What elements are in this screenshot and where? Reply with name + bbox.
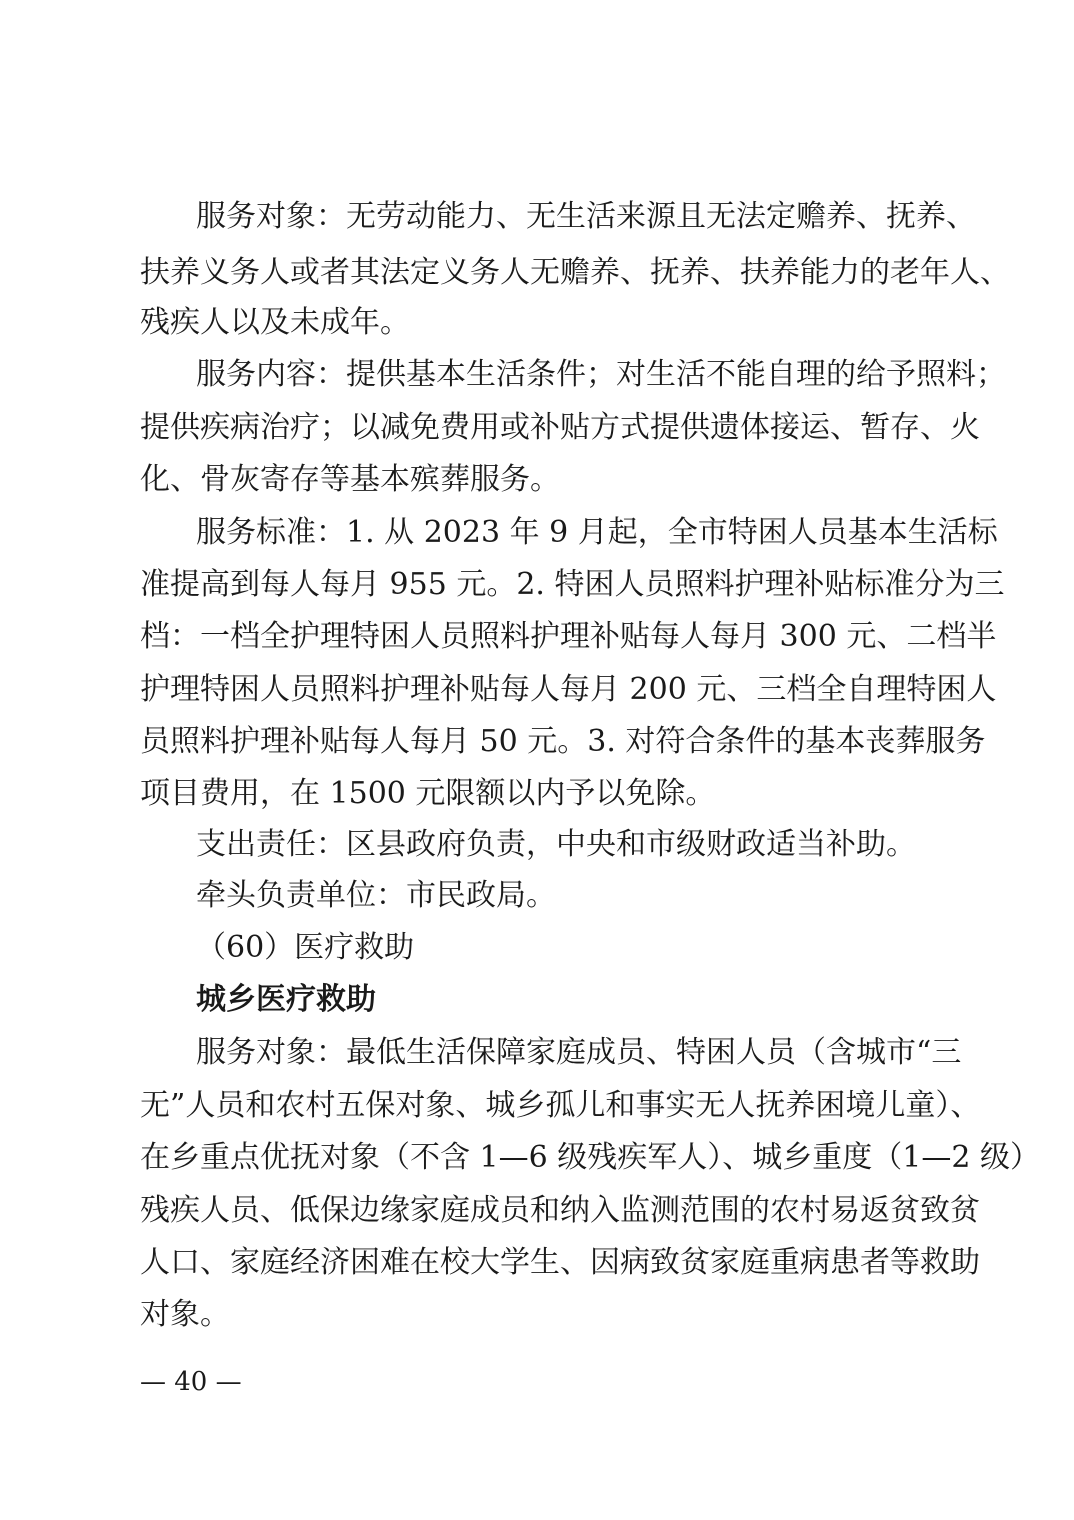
text-line: 人口、家庭经济困难在校大学生、因病致贫家庭重病患者等救助 bbox=[140, 1245, 980, 1280]
paragraph-line bbox=[0, 566, 1074, 604]
text-line: 在乡重点优抚对象（不含 1—6 级残疾军人）、城乡重度（1—2 级） bbox=[140, 1140, 1040, 1175]
text-line: 残疾人以及未成年。 bbox=[140, 305, 410, 340]
paragraph-line bbox=[0, 304, 1074, 342]
text-line: （60）医疗救助 bbox=[196, 930, 415, 965]
paragraph-line bbox=[0, 826, 1074, 864]
paragraph-line bbox=[0, 1034, 1074, 1072]
paragraph-line bbox=[0, 409, 1074, 447]
text-line: 服务内容：提供基本生活条件；对生活不能自理的给予照料； bbox=[196, 357, 1006, 392]
text-line: 服务对象：最低生活保障家庭成员、特困人员（含城市“三 bbox=[196, 1035, 962, 1070]
paragraph-line bbox=[0, 254, 1074, 292]
paragraph-line bbox=[0, 1087, 1074, 1125]
paragraph-line bbox=[0, 723, 1074, 761]
text-line: 准提高到每人每月 955 元。2. 特困人员照料护理补贴标准分为三 bbox=[140, 567, 1005, 602]
text-line: 化、骨灰寄存等基本殡葬服务。 bbox=[140, 462, 560, 497]
text-line: 牵头负责单位：市民政局。 bbox=[196, 878, 556, 913]
section-heading bbox=[0, 929, 1074, 967]
paragraph-line bbox=[0, 877, 1074, 915]
subsection-heading bbox=[0, 981, 1074, 1019]
paragraph-line bbox=[0, 356, 1074, 394]
paragraph-line bbox=[0, 514, 1074, 552]
paragraph-line bbox=[0, 1192, 1074, 1230]
paragraph-line bbox=[0, 461, 1074, 499]
text-line: 残疾人员、低保边缘家庭成员和纳入监测范围的农村易返贫致贫 bbox=[140, 1193, 980, 1228]
text-line: 支出责任：区县政府负责，中央和市级财政适当补助。 bbox=[196, 827, 916, 862]
text-line: 项目费用，在 1500 元限额以内予以免除。 bbox=[140, 776, 716, 811]
page-number: — 40 — bbox=[140, 1367, 242, 1397]
text-line: 无”人员和农村五保对象、城乡孤儿和事实无人抚养困境儿童）、 bbox=[140, 1088, 981, 1123]
text-line: 提供疾病治疗；以减免费用或补贴方式提供遗体接运、暂存、火 bbox=[140, 410, 980, 445]
text-line: 档：一档全护理特困人员照料护理补贴每人每月 300 元、二档半 bbox=[140, 619, 997, 654]
paragraph-line bbox=[0, 775, 1074, 813]
paragraph-line bbox=[0, 198, 1074, 236]
paragraph-line bbox=[0, 1139, 1074, 1177]
text-line: 服务对象：无劳动能力、无生活来源且无法定赡养、抚养、 bbox=[196, 199, 976, 234]
text-line: 护理特困人员照料护理补贴每人每月 200 元、三档全自理特困人 bbox=[140, 672, 997, 707]
text-line: 扶养义务人或者其法定义务人无赡养、抚养、扶养能力的老年人、 bbox=[140, 255, 1010, 290]
text-line: 员照料护理补贴每人每月 50 元。3. 对符合条件的基本丧葬服务 bbox=[140, 724, 986, 759]
paragraph-line bbox=[0, 618, 1074, 656]
paragraph-line bbox=[0, 671, 1074, 709]
text-line: 服务标准：1. 从 2023 年 9 月起，全市特困人员基本生活标 bbox=[196, 515, 998, 550]
paragraph-line bbox=[0, 1244, 1074, 1282]
text-line: 城乡医疗救助 bbox=[196, 982, 376, 1017]
paragraph-line bbox=[0, 1296, 1074, 1334]
text-line: 对象。 bbox=[140, 1297, 230, 1332]
